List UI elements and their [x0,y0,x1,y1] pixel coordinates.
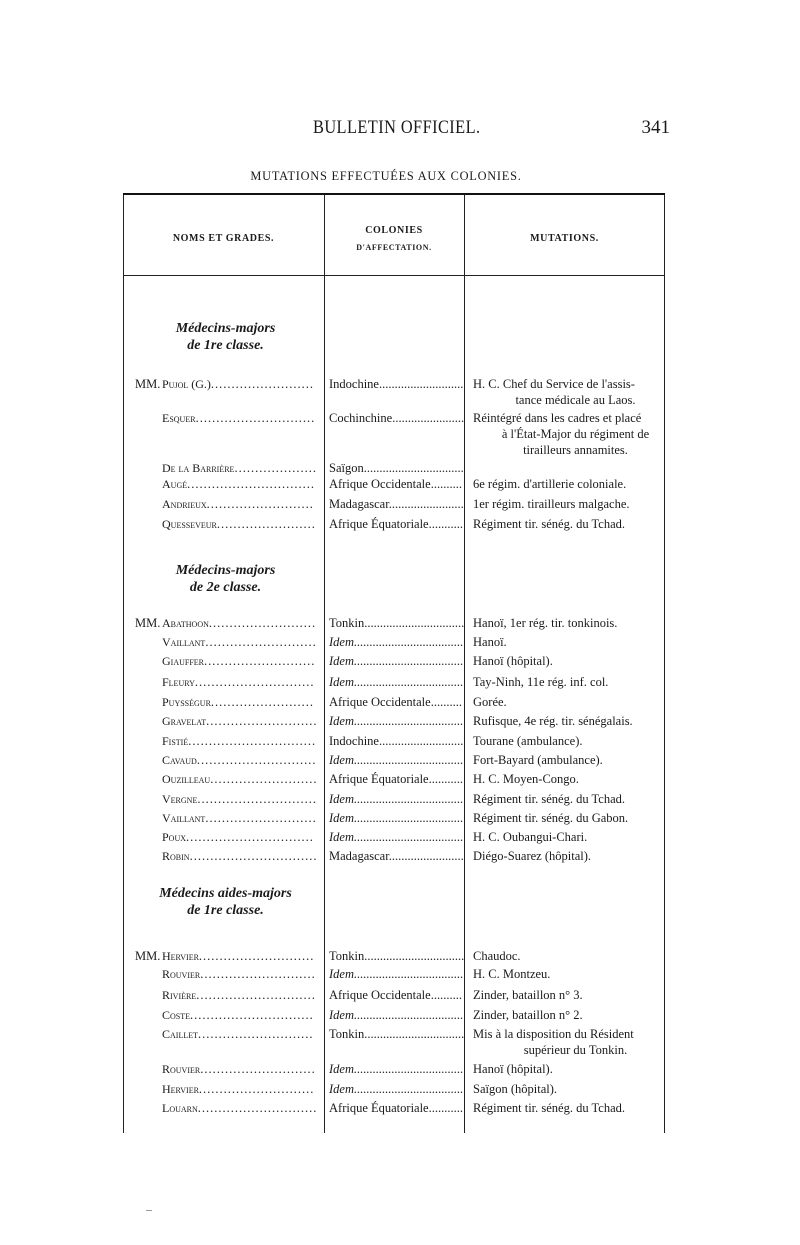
section-title [125,562,326,596]
row-colony: Tonkin................................ [329,616,464,630]
section-title-subline: de 1re classe. [187,903,264,918]
row-name: Fleury............................. [162,675,315,689]
row-name: Rouvier............................ [162,1062,316,1076]
mutation-line: supérieur du Tonkin. [523,1043,628,1057]
person-name: Giauffer [162,654,205,668]
row-colony: Afrique Équatoriale........... [329,772,463,786]
row-colony: Tonkin................................ [329,949,464,963]
person-name: De la Barrière [162,461,235,475]
mutation-line: Saïgon (hôpital). [473,1082,558,1096]
person-name: Cavaud [162,753,197,767]
row-mutation [473,410,668,458]
mutation-line: H. C. Moyen-Congo. [473,772,579,786]
row-name: Cavaud............................. [162,753,317,767]
row-mutation [473,1026,668,1058]
mutation-line: Tourane (ambulance). [473,734,583,748]
mutation-line: Rufisque, 4e rég. tir. sénégalais. [473,714,633,728]
section-title-line: Médecins aides-majors [159,886,292,901]
colony-name: Idem [329,1062,354,1076]
row-mutation [473,713,668,729]
mutation-line: Hanoï (hôpital). [473,1062,553,1076]
column-header-colonies: COLONIES [365,225,423,236]
page-subtitle: MUTATIONS EFFECTUÉES AUX COLONIES. [250,168,522,183]
colony-name: Tonkin [329,616,365,630]
row-mutation [473,615,668,631]
row-mutation [473,948,668,964]
person-name: Coste [162,1008,191,1022]
column-divider-2 [464,195,465,1133]
row-name: Hervier............................ [162,949,315,963]
row-colony: Afrique Occidentale.......... [329,477,462,491]
mutation-line: Diégo-Suarez (hôpital). [473,849,592,863]
row-name: Ouzilleau.......................... [162,772,317,786]
mutation-line: Tay-Ninh, 11e rég. inf. col. [473,675,609,689]
row-name: Puysségur......................... [162,695,315,709]
colony-name: Idem [329,811,354,825]
row-mutation [473,771,668,787]
colony-name: Afrique Occidentale [329,695,431,709]
row-colony: Idem................................... [329,1008,464,1022]
row-mutation [473,634,668,650]
row-colony: Afrique Équatoriale........... [329,1101,463,1115]
row-mutation [473,1061,668,1077]
colony-name: Idem [329,967,354,981]
section-title-line: Médecins-majors [175,563,276,578]
row-name: Vaillant........................... [162,635,317,649]
person-name: Rivière [162,988,197,1002]
colony-name: Afrique Occidentale [329,988,431,1002]
mutation-line: Régiment tir. sénég. du Gabon. [473,811,629,825]
row-mutation [473,829,668,845]
colony-name: Afrique Équatoriale [329,1101,429,1115]
row-name: Hervier............................ [162,1082,315,1096]
row-mutation [473,848,668,864]
row-prefix: MM. [135,616,161,630]
row-name: Abathoon.......................... [162,616,317,630]
mutation-line: H. C. Montzeu. [473,967,551,981]
person-name: Quesseveur [162,517,217,531]
person-name: Fistié [162,734,189,748]
header-rule [123,275,665,276]
person-name: Robin [162,849,190,863]
person-name: Poux [162,830,187,844]
person-name: Hervier [162,949,199,963]
row-name: Esquer............................. [162,411,316,425]
mutation-line: Hanoï. [473,635,507,649]
person-name: Hervier [162,1082,199,1096]
colony-name: Madagascar [329,849,389,863]
person-name: Rouvier [162,1062,201,1076]
colony-name: Afrique Équatoriale [329,772,429,786]
person-name: Abathoon [162,616,209,630]
row-name: Augé............................... [162,477,315,491]
row-name: Louarn............................. [162,1101,317,1115]
person-name: Ouzilleau [162,772,211,786]
row-mutation [473,516,668,532]
mutation-line: Régiment tir. sénég. du Tchad. [473,1101,625,1115]
colony-name: Indochine [329,377,379,391]
page-header [125,117,670,141]
column-header-mutations: MUTATIONS. [530,233,599,244]
row-name: Rivière............................. [162,988,316,1002]
row-colony: Indochine........................... [329,734,464,748]
row-colony: Idem................................... [329,753,464,767]
column-header-colonies-sub: D'AFFECTATION. [356,243,432,252]
mutation-line: H. C. Oubangui-Chari. [473,830,588,844]
person-name: Vaillant [162,811,206,825]
person-name: Puysségur [162,695,211,709]
row-colony: Idem................................... [329,675,464,689]
colony-name: Indochine [329,734,379,748]
mutation-line: Régiment tir. sénég. du Tchad. [473,517,625,531]
row-mutation [473,376,668,408]
person-name: Vaillant [162,635,206,649]
mutation-line: Gorée. [473,695,507,709]
row-name: Gravelat........................... [162,714,317,728]
colony-name: Idem [329,792,354,806]
row-colony: Idem................................... [329,1082,464,1096]
row-colony: Tonkin................................ [329,1027,464,1041]
row-mutation [473,987,668,1003]
row-name: Vergne............................. [162,792,317,806]
row-name: Fistié............................... [162,734,317,748]
row-colony: Idem................................... [329,714,464,728]
row-colony: Indochine........................... [329,377,464,391]
mutation-line: 1er régim. tirailleurs malgache. [473,497,630,511]
person-name: Pujol (G.) [162,377,211,391]
row-colony: Cochinchine....................... [329,411,464,425]
row-colony: Madagascar........................ [329,497,464,511]
colony-name: Idem [329,1082,354,1096]
mutation-line: Hanoï (hôpital). [473,654,553,668]
table-left-border [123,195,124,1133]
row-name: Vaillant........................... [162,811,317,825]
colony-name: Afrique Équatoriale [329,517,429,531]
footer-mark [146,1210,152,1211]
mutation-line: Réintégré dans les cadres et placé [473,411,642,425]
row-name: Pujol (G.)......................... [162,377,315,391]
person-name: Vergne [162,792,198,806]
row-colony: Madagascar........................ [329,849,464,863]
row-name: De la Barrière.................... [162,461,317,475]
row-name: Poux............................... [162,830,314,844]
mutation-line: Zinder, bataillon n° 3. [473,988,583,1002]
colony-name: Tonkin [329,1027,365,1041]
row-name: Coste.............................. [162,1008,314,1022]
mutation-line: tance médicale au Laos. [515,393,636,407]
section-title-subline: de 1re classe. [187,338,264,353]
row-mutation [473,694,668,710]
row-name: Rouvier............................ [162,967,316,981]
row-name: Quesseveur........................ [162,517,316,531]
row-mutation [473,791,668,807]
row-name: Andrieux.......................... [162,497,314,511]
colony-name: Idem [329,675,354,689]
colony-name: Idem [329,714,354,728]
colony-name: Idem [329,1008,354,1022]
row-mutation [473,733,668,749]
row-colony: Afrique Équatoriale........... [329,517,463,531]
row-name: Caillet............................ [162,1027,314,1041]
row-colony: Idem................................... [329,811,464,825]
colony-name: Idem [329,830,354,844]
column-header-names: NOMS ET GRADES. [172,233,275,244]
row-colony: Idem................................... [329,830,464,844]
section-title-subline: de 2e classe. [189,580,262,595]
row-colony: Afrique Occidentale.......... [329,988,462,1002]
section-title [125,885,326,919]
mutation-line: Hanoï, 1er rég. tir. tonkinois. [473,616,618,630]
person-name: Louarn [162,1101,198,1115]
colony-name: Saïgon [329,461,364,475]
row-mutation [473,496,668,512]
row-mutation [473,1007,668,1023]
colony-name: Afrique Occidentale [329,477,431,491]
row-mutation [473,674,668,690]
row-mutation [473,476,668,492]
mutation-line: H. C. Chef du Service de l'assis- [473,377,635,391]
row-colony: Idem................................... [329,635,464,649]
section-title [125,320,326,354]
mutation-line: à l'État-Major du régiment de [501,427,650,441]
mutation-line: tirailleurs annamites. [523,443,628,457]
person-name: Augé [162,477,188,491]
colony-name: Madagascar [329,497,389,511]
mutation-line: Fort-Bayard (ambulance). [473,753,603,767]
person-name: Fleury [162,675,195,689]
row-prefix: MM. [135,949,161,963]
row-mutation [473,810,668,826]
person-name: Andrieux [162,497,207,511]
person-name: Esquer [162,411,196,425]
mutation-line: Chaudoc. [473,949,521,963]
person-name: Rouvier [162,967,201,981]
section-title-line: Médecins-majors [175,321,276,336]
mutation-line: Zinder, bataillon n° 2. [473,1008,583,1022]
colony-name: Cochinchine [329,411,393,425]
mutation-line: Mis à la disposition du Résident [473,1027,634,1041]
row-mutation [473,966,668,982]
row-mutation [473,1081,668,1097]
colony-name: Idem [329,635,354,649]
person-name: Caillet [162,1027,198,1041]
row-mutation [473,752,668,768]
bulletin-title: BULLETIN OFFICIEL. [313,117,481,138]
row-mutation [473,1100,668,1116]
row-name: Robin............................... [162,849,317,863]
row-name: Giauffer........................... [162,654,316,668]
person-name: Gravelat [162,714,207,728]
mutation-line: 6e régim. d'artillerie coloniale. [473,477,627,491]
row-mutation [473,653,668,669]
row-prefix: MM. [135,377,161,391]
colony-name: Idem [329,753,354,767]
colony-name: Tonkin [329,949,365,963]
row-colony: Afrique Occidentale.......... [329,695,462,709]
mutation-line: Régiment tir. sénég. du Tchad. [473,792,625,806]
row-colony: Saïgon................................ [329,461,464,475]
page-number: 341 [641,117,670,138]
row-colony: Idem................................... [329,792,464,806]
colony-name: Idem [329,654,354,668]
row-colony: Idem................................... [329,654,464,668]
row-colony: Idem................................... [329,967,464,981]
row-colony: Idem................................... [329,1062,464,1076]
